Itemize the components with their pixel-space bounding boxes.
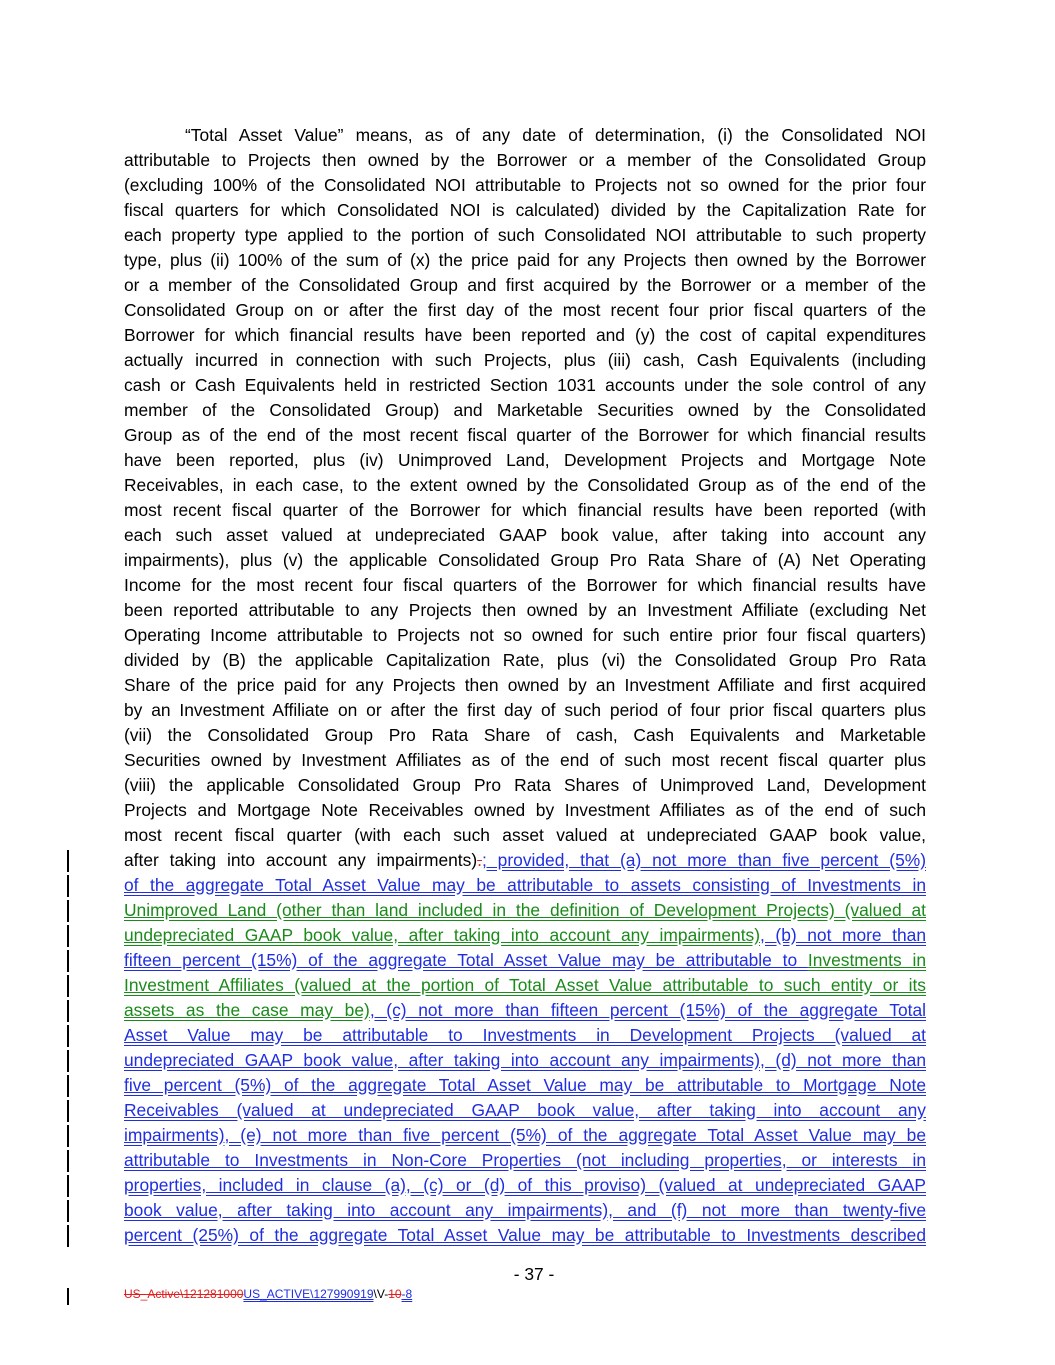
text-run: divided by (B) the applicable Capitalization Rate, plus (vi) the Consolidated Group Pro Rata [124, 650, 926, 670]
text-line [124, 1173, 926, 1198]
change-bar [67, 900, 69, 922]
text-line [124, 1023, 926, 1048]
text-line [124, 898, 926, 923]
inserted-text: Investment Affiliates (valued at the portion of Total Asset Value attributable to such entity or its [124, 975, 926, 995]
change-bar [67, 1050, 69, 1072]
text-line [124, 148, 926, 173]
change-bar [67, 1150, 69, 1172]
text-line [124, 623, 926, 648]
text-line [124, 723, 926, 748]
text-line [124, 598, 926, 623]
text-line [124, 323, 926, 348]
text-run: attributable to Projects then owned by the Borrower or a member of the Consolidated Group [124, 150, 926, 170]
change-bar [67, 1125, 69, 1147]
text-run: Securities owned by Investment Affiliates as of the end of such most recent fiscal quarter plus [124, 750, 926, 770]
text-line [124, 1048, 926, 1073]
text-line [124, 948, 926, 973]
inserted-text: US_ACTIVE\127990919 [243, 1287, 374, 1301]
inserted-text: , (b) not more than [760, 925, 926, 945]
text-line [124, 423, 926, 448]
text-line [124, 573, 926, 598]
text-run: impairments), plus (v) the applicable Consolidated Group Pro Rata Share of (A) Net Operating [124, 550, 926, 570]
footer-change-bar [67, 1288, 69, 1305]
change-bar [67, 1200, 69, 1222]
text-line [124, 823, 926, 848]
text-line [124, 1123, 926, 1148]
text-line [124, 223, 926, 248]
text-line [124, 848, 926, 873]
text-run: most recent fiscal quarter of the Borrower for which financial results have been reported (with [124, 500, 926, 520]
text-run: Operating Income attributable to Projects not so owned for such entire prior four fiscal quarters) [124, 625, 926, 645]
text-line [124, 773, 926, 798]
inserted-text: of the aggregate Total Asset Value may be attributable to assets consisting of Investments in [124, 875, 926, 895]
inserted-text: assets as the case may be) [124, 1000, 370, 1020]
inserted-text: Unimproved Land (other than land included in the definition of Development Projects) (valued at [124, 900, 926, 920]
inserted-text: -8 [401, 1287, 413, 1301]
text-run: have been reported, plus (iv) Unimproved Land, Development Projects and Mortgage Note [124, 450, 926, 470]
text-line [124, 1098, 926, 1123]
text-run: after taking into account any impairments) [124, 850, 478, 870]
text-line [185, 123, 926, 148]
text-run: actually incurred in connection with such Projects, plus (iii) cash, Cash Equivalents (including [124, 350, 926, 370]
text-line [124, 373, 926, 398]
text-line [124, 1223, 926, 1248]
text-line [124, 548, 926, 573]
text-line [124, 648, 926, 673]
text-run: each property type applied to the portion of such Consolidated NOI attributable to such property [124, 225, 926, 245]
inserted-text: properties, included in clause (a), (c) or (d) of this proviso) (valued at undepreciated GAAP [124, 1175, 926, 1195]
document-footer-id [124, 1286, 412, 1302]
inserted-text: Asset Value may be attributable to Investments in Development Projects (valued at [124, 1025, 926, 1045]
inserted-text: percent (25%) of the aggregate Total Asset Value may be attributable to Investments described [124, 1225, 926, 1245]
inserted-text: attributable to Investments in Non-Core Properties (not including properties, or interests in [124, 1150, 926, 1170]
text-line [124, 348, 926, 373]
text-line [124, 973, 926, 998]
change-bar [67, 975, 69, 997]
change-bar [67, 1075, 69, 1097]
text-run: Borrower for which financial results have been reported and (y) the cost of capital expenditures [124, 325, 926, 345]
inserted-text: Receivables (valued at undepreciated GAAP book value, after taking into account any [124, 1100, 926, 1120]
change-bar [67, 1000, 69, 1022]
text-line [124, 748, 926, 773]
inserted-text: impairments), (e) not more than five percent (5%) of the aggregate Total Asset Value may be [124, 1125, 926, 1145]
text-line [124, 273, 926, 298]
text-run: fiscal quarters for which Consolidated NOI is calculated) divided by the Capitalization Rate for [124, 200, 926, 220]
change-bar [67, 950, 69, 972]
text-run: member of the Consolidated Group) and Marketable Securities owned by the Consolidated [124, 400, 926, 420]
text-line [124, 398, 926, 423]
text-run: Receivables, in each case, to the extent owned by the Consolidated Group as of the end of the [124, 475, 926, 495]
text-line [124, 523, 926, 548]
text-line [124, 248, 926, 273]
text-run: Group as of the end of the most recent fiscal quarter of the Borrower for which financial results [124, 425, 926, 445]
deleted-text: US_Active\121281000 [124, 1287, 244, 1301]
change-bar [67, 1100, 69, 1122]
text-run: Income for the most recent four fiscal quarters of the Borrower for which financial results have [124, 575, 926, 595]
text-run: type, plus (ii) 100% of the sum of (x) the price paid for any Projects then owned by the Borrower [124, 250, 926, 270]
text-line [124, 1073, 926, 1098]
text-line [124, 698, 926, 723]
inserted-text: ; provided, that (a) not more than five percent (5%) [481, 850, 926, 870]
text-line [124, 173, 926, 198]
text-line [124, 798, 926, 823]
text-line [124, 923, 926, 948]
inserted-text: Investments in [807, 950, 926, 970]
change-bar [67, 875, 69, 897]
text-run: most recent fiscal quarter (with each such asset valued at undepreciated GAAP book value, [124, 825, 926, 845]
change-bar [67, 850, 69, 872]
text-run: been reported attributable to any Projects then owned by an Investment Affiliate (excluding Net [124, 600, 926, 620]
text-run: cash or Cash Equivalents held in restricted Section 1031 accounts under the sole control of any [124, 375, 926, 395]
text-run: by an Investment Affiliate on or after the first day of such period of four prior fiscal quarters plus [124, 700, 926, 720]
deleted-text: . [477, 850, 482, 870]
text-line [124, 998, 926, 1023]
text-run: each such asset valued at undepreciated GAAP book value, after taking into account any [124, 525, 926, 545]
text-run: (excluding 100% of the Consolidated NOI attributable to Projects not so owned for the prior four [124, 175, 926, 195]
text-run: \V- [373, 1287, 389, 1301]
text-line [124, 498, 926, 523]
text-line [124, 448, 926, 473]
text-line [124, 198, 926, 223]
inserted-text: book value, after taking into account any impairments), and (f) not more than twenty-five [124, 1200, 926, 1220]
inserted-text: undepreciated GAAP book value, after taking into account any impairments), (d) not more than [124, 1050, 926, 1070]
text-run: “Total Asset Value” means, as of any date of determination, (i) the Consolidated NOI [185, 125, 926, 145]
text-run: Projects and Mortgage Note Receivables owned by Investment Affiliates as of the end of such [124, 800, 926, 820]
text-run: (viii) the applicable Consolidated Group Pro Rata Shares of Unimproved Land, Development [124, 775, 926, 795]
change-bar [67, 1025, 69, 1047]
text-line [124, 298, 926, 323]
text-run: (vii) the Consolidated Group Pro Rata Share of cash, Cash Equivalents and Marketable [124, 725, 926, 745]
text-run: Consolidated Group on or after the first day of the most recent four prior fiscal quarters of the [124, 300, 926, 320]
change-bar [67, 1175, 69, 1197]
text-run: Share of the price paid for any Projects then owned by an Investment Affiliate and first acquired [124, 675, 926, 695]
change-bar [67, 1225, 69, 1247]
inserted-text: fifteen percent (15%) of the aggregate Total Asset Value may be attributable to [124, 950, 808, 970]
inserted-text: undepreciated GAAP book value, after taking into account any impairments) [124, 925, 761, 945]
text-line [124, 673, 926, 698]
text-line [124, 873, 926, 898]
deleted-text: 10 [388, 1287, 402, 1301]
text-line [124, 1198, 926, 1223]
inserted-text: five percent (5%) of the aggregate Total Asset Value may be attributable to Mortgage Note [124, 1075, 926, 1095]
page-number: - 37 - [513, 1264, 555, 1284]
change-bar [67, 925, 69, 947]
inserted-text: , (c) not more than fifteen percent (15%) of the aggregate Total [369, 1000, 926, 1020]
text-line [124, 1148, 926, 1173]
text-run: or a member of the Consolidated Group and first acquired by the Borrower or a member of the [124, 275, 926, 295]
text-line [124, 473, 926, 498]
